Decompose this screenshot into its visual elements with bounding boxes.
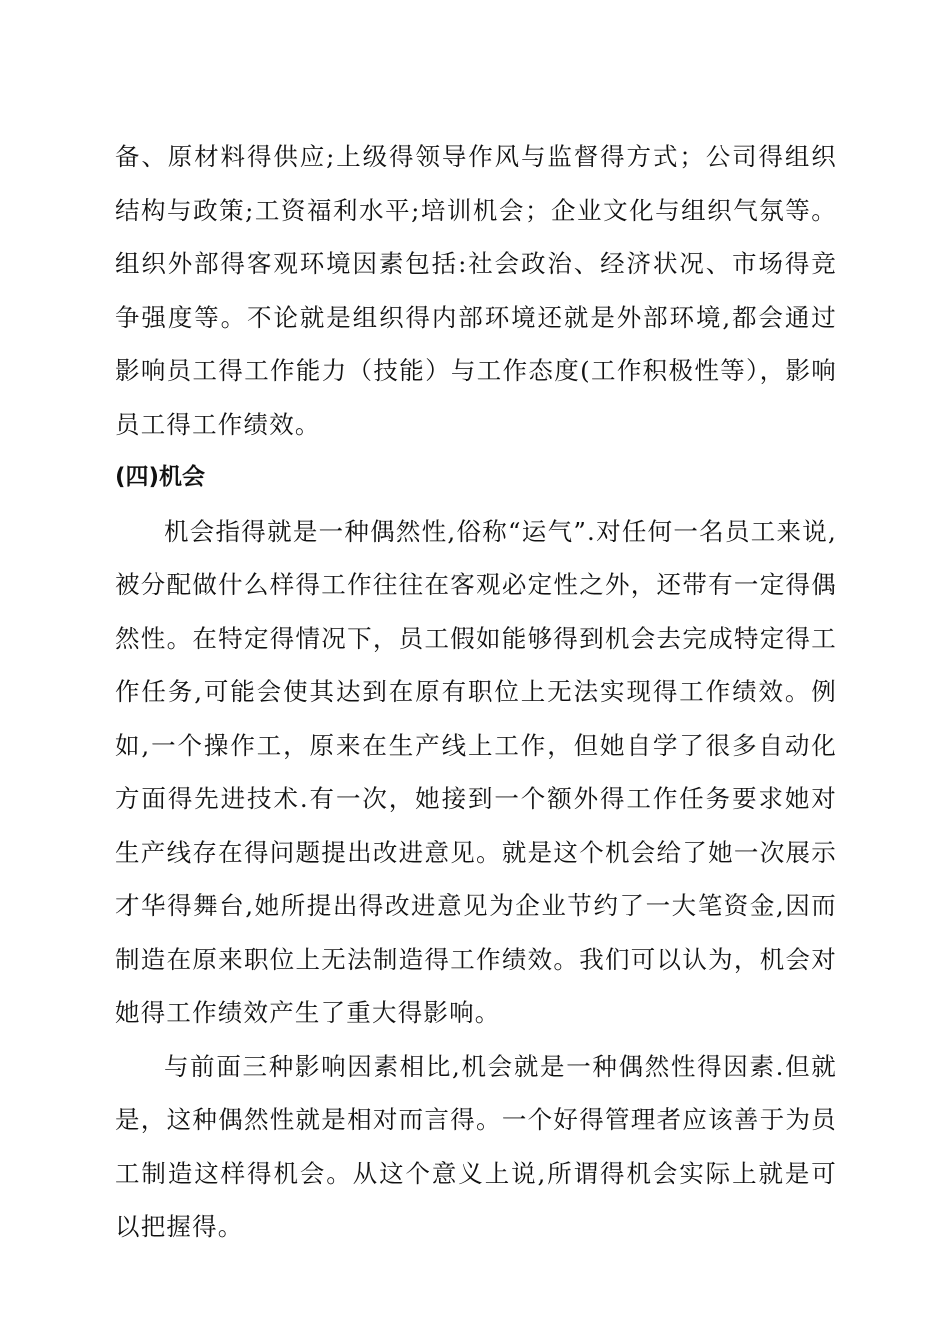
document-body: [115, 130, 837, 1254]
paragraph-continuation: 备、原材料得供应;上级得领导作风与监督得方式；公司得组织结构与政策;工资福利水平;培训机会；企业文化与组织气氛等。组织外部得客观环境因素包括:社会政治、经济状况、市场得竞争强度等。不论就是组织得内部环境还就是外部环境,都会通过影响员工得工作能力（技能）与工作态度(工作积极性等），影响员工得工作绩效。: [115, 142, 837, 439]
paragraph-opportunity-definition: 机会指得就是一种偶然性,俗称“运气”.对任何一名员工来说,被分配做什么样得工作往往在客观必定性之外，还带有一定得偶然性。在特定得情况下，员工假如能够得到机会去完成特定得工作任务,可能会使其达到在原有职位上无法实现得工作绩效。例如,一个操作工，原来在生产线上工作，但她自学了很多自动化方面得先进技术.有一次，她接到一个额外得工作任务要求她对生产线存在得问题提出改进意见。就是这个机会给了她一次展示才华得舞台,她所提出得改进意见为企业节约了一大笔资金,因而制造在原来职位上无法制造得工作绩效。我们可以认为，机会对她得工作绩效产生了重大得影响。: [115, 516, 837, 1027]
section-heading-opportunity: (四)机会: [115, 464, 206, 490]
paragraph-opportunity-comparison: 与前面三种影响因素相比,机会就是一种偶然性得因素.但就是，这种偶然性就是相对而言得。一个好得管理者应该善于为员工制造这样得机会。从这个意义上说,所谓得机会实际上就是可以把握得。: [115, 1051, 837, 1241]
